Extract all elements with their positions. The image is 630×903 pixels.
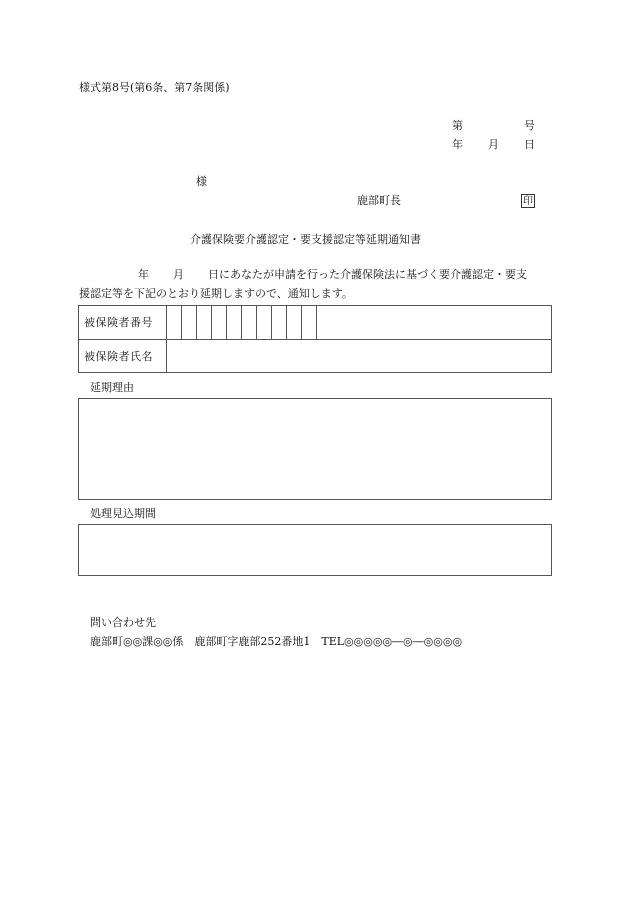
digit-box[interactable] <box>271 305 286 339</box>
digit-box[interactable] <box>256 305 271 339</box>
digit-box[interactable] <box>211 305 226 339</box>
recipient-suffix: 様 <box>196 175 207 188</box>
digit-box[interactable] <box>226 305 241 339</box>
reason-box[interactable] <box>78 398 552 500</box>
period-label: 処理見込期間 <box>90 507 156 520</box>
insured-number-digits <box>166 305 317 340</box>
insured-number-label: 被保険者番号 <box>79 306 167 340</box>
date-month: 月 <box>488 138 499 151</box>
digit-box[interactable] <box>166 305 181 339</box>
seal-mark: 印 <box>523 196 533 207</box>
digit-box[interactable] <box>181 305 196 339</box>
doc-number-prefix: 第 <box>452 119 463 132</box>
contact-heading: 問い合わせ先 <box>90 616 156 629</box>
digit-box[interactable] <box>301 305 316 339</box>
issuer-name: 鹿部町長 <box>357 194 401 207</box>
contact-detail: 鹿部町◎◎課◎◎係 鹿部町字鹿部252番地1 TEL◎◎◎◎◎―◎―◎◎◎◎ <box>90 635 463 648</box>
doc-number-suffix: 号 <box>524 119 535 132</box>
document-title: 介護保険要介護認定・要支援認定等延期通知書 <box>190 233 421 246</box>
form-number: 様式第8号(第6条、第7条関係) <box>79 81 230 94</box>
reason-label: 延期理由 <box>90 381 134 394</box>
body-date-month: 月 <box>173 268 184 281</box>
body-line-1: 日にあなたが申請を行った介護保険法に基づく要介護認定・要支 <box>208 268 527 281</box>
digit-box[interactable] <box>196 305 211 339</box>
body-line-2: 援認定等を下記のとおり延期しますので、通知します。 <box>79 287 353 300</box>
period-box[interactable] <box>78 524 552 576</box>
date-year: 年 <box>452 138 463 151</box>
insured-name-value[interactable] <box>167 340 551 373</box>
digit-box[interactable] <box>241 305 256 339</box>
body-date-year: 年 <box>138 268 149 281</box>
insured-name-label: 被保険者氏名 <box>79 340 167 373</box>
date-day: 日 <box>524 138 535 151</box>
digit-box[interactable] <box>286 305 301 339</box>
